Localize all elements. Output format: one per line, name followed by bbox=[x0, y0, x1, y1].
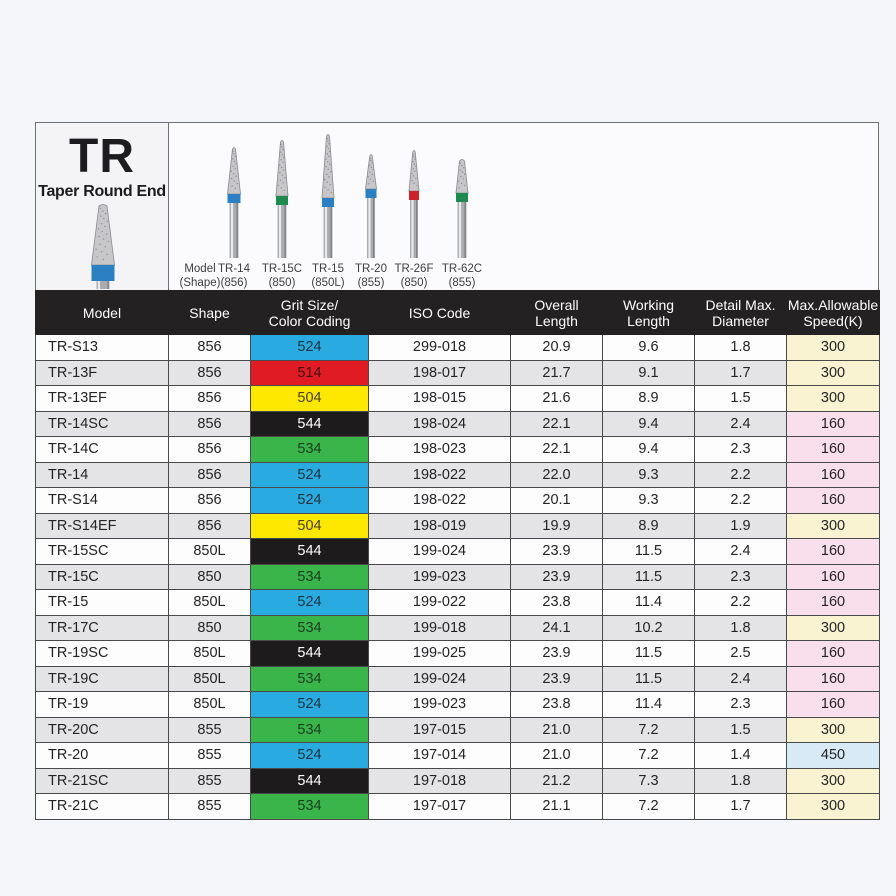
iso-cell: 198-022 bbox=[369, 462, 511, 488]
overall-cell: 21.6 bbox=[511, 386, 603, 412]
overall-cell: 22.0 bbox=[511, 462, 603, 488]
overall-cell: 23.8 bbox=[511, 590, 603, 616]
grit-cell: 514 bbox=[251, 360, 369, 386]
grit-cell: 534 bbox=[251, 666, 369, 692]
speed-cell: 160 bbox=[787, 692, 880, 718]
bur-label-shape: (855) bbox=[448, 276, 476, 289]
speed-cell: 160 bbox=[787, 564, 880, 590]
spec-table bbox=[35, 290, 880, 820]
column-header-working: Working Length bbox=[603, 291, 695, 335]
model-cell: TR-S14 bbox=[36, 488, 169, 514]
grit-cell: 544 bbox=[251, 768, 369, 794]
iso-cell: 198-015 bbox=[369, 386, 511, 412]
model-cell: TR-17C bbox=[36, 615, 169, 641]
bur-label-shape: (850) bbox=[268, 276, 296, 289]
working-cell: 9.6 bbox=[603, 335, 695, 361]
table-row bbox=[36, 794, 880, 820]
iso-cell: 199-024 bbox=[369, 539, 511, 565]
working-cell: 11.5 bbox=[603, 564, 695, 590]
shape-cell: 856 bbox=[169, 462, 251, 488]
speed-cell: 160 bbox=[787, 488, 880, 514]
working-cell: 7.2 bbox=[603, 717, 695, 743]
overall-cell: 19.9 bbox=[511, 513, 603, 539]
overall-cell: 21.0 bbox=[511, 743, 603, 769]
diameter-cell: 2.4 bbox=[695, 666, 787, 692]
grit-cell: 534 bbox=[251, 564, 369, 590]
diameter-cell: 2.5 bbox=[695, 641, 787, 667]
grit-cell: 534 bbox=[251, 437, 369, 463]
speed-cell: 300 bbox=[787, 360, 880, 386]
table-row bbox=[36, 641, 880, 667]
speed-cell: 300 bbox=[787, 386, 880, 412]
table-row bbox=[36, 743, 880, 769]
diameter-cell: 1.9 bbox=[695, 513, 787, 539]
shape-cell: 856 bbox=[169, 411, 251, 437]
working-cell: 9.4 bbox=[603, 437, 695, 463]
bur-image bbox=[358, 153, 384, 258]
working-cell: 11.4 bbox=[603, 590, 695, 616]
model-cell: TR-21SC bbox=[36, 768, 169, 794]
column-header-iso: ISO Code bbox=[369, 291, 511, 335]
bur-figure-tr-26f bbox=[401, 149, 427, 263]
model-cell: TR-13F bbox=[36, 360, 169, 386]
column-header-speed: Max.Allowable Speed(K) bbox=[787, 291, 880, 335]
bur-image bbox=[269, 139, 295, 258]
shape-cell: 850 bbox=[169, 564, 251, 590]
iso-cell: 198-022 bbox=[369, 488, 511, 514]
gallery-model-label-line2: (Shape) bbox=[179, 276, 221, 289]
table-row bbox=[36, 513, 880, 539]
grit-cell: 534 bbox=[251, 794, 369, 820]
shape-cell: 850L bbox=[169, 641, 251, 667]
product-info-box bbox=[36, 123, 169, 290]
shape-cell: 855 bbox=[169, 794, 251, 820]
diameter-cell: 1.8 bbox=[695, 768, 787, 794]
table-row bbox=[36, 462, 880, 488]
table-row bbox=[36, 564, 880, 590]
grit-cell: 524 bbox=[251, 462, 369, 488]
column-header-overall: Overall Length bbox=[511, 291, 603, 335]
diameter-cell: 1.4 bbox=[695, 743, 787, 769]
bur-figure-tr-14 bbox=[221, 146, 247, 263]
overall-cell: 23.9 bbox=[511, 666, 603, 692]
model-cell: TR-14 bbox=[36, 462, 169, 488]
diameter-cell: 2.3 bbox=[695, 692, 787, 718]
product-header-section bbox=[35, 122, 879, 290]
model-cell: TR-14SC bbox=[36, 411, 169, 437]
iso-cell: 199-023 bbox=[369, 692, 511, 718]
model-cell: TR-21C bbox=[36, 794, 169, 820]
grit-cell: 524 bbox=[251, 488, 369, 514]
grit-cell: 524 bbox=[251, 335, 369, 361]
model-cell: TR-S13 bbox=[36, 335, 169, 361]
overall-cell: 24.1 bbox=[511, 615, 603, 641]
shape-cell: 856 bbox=[169, 386, 251, 412]
bur-photo-large bbox=[86, 203, 120, 294]
bur-label-model: TR-15C bbox=[261, 263, 303, 275]
shape-cell: 850 bbox=[169, 615, 251, 641]
iso-cell: 199-023 bbox=[369, 564, 511, 590]
diameter-cell: 1.8 bbox=[695, 615, 787, 641]
product-subtitle: Taper Round End bbox=[38, 183, 166, 200]
table-row bbox=[36, 768, 880, 794]
diameter-cell: 2.3 bbox=[695, 437, 787, 463]
iso-cell: 197-015 bbox=[369, 717, 511, 743]
shape-cell: 850L bbox=[169, 590, 251, 616]
column-header-model: Model bbox=[36, 291, 169, 335]
bur-figure-tr-15 bbox=[315, 133, 341, 263]
bur-figure-tr-20 bbox=[358, 153, 384, 263]
table-row bbox=[36, 386, 880, 412]
iso-cell: 197-018 bbox=[369, 768, 511, 794]
column-header-diameter: Detail Max. Diameter bbox=[695, 291, 787, 335]
product-title: TR bbox=[69, 130, 135, 183]
product-panel bbox=[35, 122, 879, 820]
iso-cell: 199-024 bbox=[369, 666, 511, 692]
spec-table-header-row bbox=[36, 291, 880, 335]
shape-cell: 855 bbox=[169, 717, 251, 743]
speed-cell: 160 bbox=[787, 411, 880, 437]
iso-cell: 199-018 bbox=[369, 615, 511, 641]
speed-cell: 300 bbox=[787, 794, 880, 820]
diameter-cell: 2.4 bbox=[695, 539, 787, 565]
speed-cell: 160 bbox=[787, 641, 880, 667]
shape-cell: 850L bbox=[169, 692, 251, 718]
shape-cell: 856 bbox=[169, 335, 251, 361]
overall-cell: 23.9 bbox=[511, 539, 603, 565]
shape-cell: 850L bbox=[169, 666, 251, 692]
overall-cell: 21.7 bbox=[511, 360, 603, 386]
working-cell: 7.2 bbox=[603, 743, 695, 769]
shape-cell: 856 bbox=[169, 513, 251, 539]
working-cell: 7.3 bbox=[603, 768, 695, 794]
speed-cell: 450 bbox=[787, 743, 880, 769]
column-header-grit: Grit Size/ Color Coding bbox=[251, 291, 369, 335]
bur-label-shape: (855) bbox=[357, 276, 385, 289]
overall-cell: 21.1 bbox=[511, 794, 603, 820]
speed-cell: 160 bbox=[787, 539, 880, 565]
column-header-shape: Shape bbox=[169, 291, 251, 335]
model-cell: TR-14C bbox=[36, 437, 169, 463]
table-row bbox=[36, 360, 880, 386]
shape-cell: 856 bbox=[169, 488, 251, 514]
grit-cell: 544 bbox=[251, 539, 369, 565]
speed-cell: 300 bbox=[787, 513, 880, 539]
diameter-cell: 1.8 bbox=[695, 335, 787, 361]
grit-cell: 544 bbox=[251, 411, 369, 437]
working-cell: 8.9 bbox=[603, 513, 695, 539]
model-cell: TR-19 bbox=[36, 692, 169, 718]
iso-cell: 197-017 bbox=[369, 794, 511, 820]
table-row bbox=[36, 615, 880, 641]
working-cell: 9.4 bbox=[603, 411, 695, 437]
model-cell: TR-15 bbox=[36, 590, 169, 616]
speed-cell: 300 bbox=[787, 335, 880, 361]
diameter-cell: 1.5 bbox=[695, 386, 787, 412]
diameter-cell: 1.5 bbox=[695, 717, 787, 743]
shape-cell: 856 bbox=[169, 437, 251, 463]
bur-gallery bbox=[169, 123, 878, 290]
overall-cell: 23.8 bbox=[511, 692, 603, 718]
model-cell: TR-20 bbox=[36, 743, 169, 769]
shape-cell: 856 bbox=[169, 360, 251, 386]
bur-image bbox=[401, 149, 427, 258]
overall-cell: 22.1 bbox=[511, 437, 603, 463]
working-cell: 9.3 bbox=[603, 488, 695, 514]
overall-cell: 21.0 bbox=[511, 717, 603, 743]
model-cell: TR-15C bbox=[36, 564, 169, 590]
table-row bbox=[36, 666, 880, 692]
diameter-cell: 2.2 bbox=[695, 488, 787, 514]
iso-cell: 199-022 bbox=[369, 590, 511, 616]
bur-label-shape: (850L) bbox=[311, 276, 345, 289]
iso-cell: 198-024 bbox=[369, 411, 511, 437]
iso-cell: 198-019 bbox=[369, 513, 511, 539]
diameter-cell: 2.2 bbox=[695, 590, 787, 616]
model-cell: TR-15SC bbox=[36, 539, 169, 565]
speed-cell: 300 bbox=[787, 615, 880, 641]
overall-cell: 23.9 bbox=[511, 641, 603, 667]
working-cell: 11.5 bbox=[603, 539, 695, 565]
grit-cell: 534 bbox=[251, 717, 369, 743]
working-cell: 7.2 bbox=[603, 794, 695, 820]
model-cell: TR-S14EF bbox=[36, 513, 169, 539]
table-row bbox=[36, 590, 880, 616]
working-cell: 9.1 bbox=[603, 360, 695, 386]
speed-cell: 300 bbox=[787, 717, 880, 743]
overall-cell: 23.9 bbox=[511, 564, 603, 590]
diameter-cell: 1.7 bbox=[695, 794, 787, 820]
table-row bbox=[36, 488, 880, 514]
table-row bbox=[36, 539, 880, 565]
bur-label-model: TR-20 bbox=[355, 263, 387, 275]
working-cell: 11.4 bbox=[603, 692, 695, 718]
speed-cell: 300 bbox=[787, 768, 880, 794]
grit-cell: 544 bbox=[251, 641, 369, 667]
table-row bbox=[36, 692, 880, 718]
grit-cell: 504 bbox=[251, 513, 369, 539]
grit-cell: 534 bbox=[251, 615, 369, 641]
table-row bbox=[36, 411, 880, 437]
bur-image bbox=[449, 158, 475, 258]
speed-cell: 160 bbox=[787, 437, 880, 463]
iso-cell: 199-025 bbox=[369, 641, 511, 667]
shape-cell: 855 bbox=[169, 743, 251, 769]
model-cell: TR-13EF bbox=[36, 386, 169, 412]
grit-cell: 504 bbox=[251, 386, 369, 412]
gallery-model-label-line1: Model bbox=[184, 263, 216, 275]
bur-label-model: TR-15 bbox=[312, 263, 344, 275]
grit-cell: 524 bbox=[251, 590, 369, 616]
working-cell: 10.2 bbox=[603, 615, 695, 641]
bur-image bbox=[315, 133, 341, 258]
iso-cell: 299-018 bbox=[369, 335, 511, 361]
working-cell: 11.5 bbox=[603, 641, 695, 667]
table-row bbox=[36, 437, 880, 463]
bur-label-model: TR-14 bbox=[218, 263, 250, 275]
model-cell: TR-19C bbox=[36, 666, 169, 692]
diameter-cell: 2.3 bbox=[695, 564, 787, 590]
bur-label-model: TR-26F bbox=[394, 263, 434, 275]
shape-cell: 850L bbox=[169, 539, 251, 565]
bur-label-shape: (856) bbox=[220, 276, 248, 289]
overall-cell: 20.1 bbox=[511, 488, 603, 514]
table-row bbox=[36, 717, 880, 743]
table-row bbox=[36, 335, 880, 361]
bur-label-shape: (850) bbox=[400, 276, 428, 289]
bur-label-model: TR-62C bbox=[441, 263, 483, 275]
overall-cell: 21.2 bbox=[511, 768, 603, 794]
bur-image bbox=[221, 146, 247, 258]
diameter-cell: 2.4 bbox=[695, 411, 787, 437]
speed-cell: 160 bbox=[787, 590, 880, 616]
diameter-cell: 2.2 bbox=[695, 462, 787, 488]
bur-figure-tr-15c bbox=[269, 139, 295, 263]
diameter-cell: 1.7 bbox=[695, 360, 787, 386]
working-cell: 9.3 bbox=[603, 462, 695, 488]
iso-cell: 197-014 bbox=[369, 743, 511, 769]
grit-cell: 524 bbox=[251, 692, 369, 718]
overall-cell: 20.9 bbox=[511, 335, 603, 361]
bur-figure-tr-62c bbox=[449, 158, 475, 263]
model-cell: TR-19SC bbox=[36, 641, 169, 667]
iso-cell: 198-023 bbox=[369, 437, 511, 463]
grit-cell: 524 bbox=[251, 743, 369, 769]
speed-cell: 160 bbox=[787, 666, 880, 692]
speed-cell: 160 bbox=[787, 462, 880, 488]
overall-cell: 22.1 bbox=[511, 411, 603, 437]
shape-cell: 855 bbox=[169, 768, 251, 794]
model-cell: TR-20C bbox=[36, 717, 169, 743]
working-cell: 11.5 bbox=[603, 666, 695, 692]
working-cell: 8.9 bbox=[603, 386, 695, 412]
bur-label bbox=[432, 263, 492, 290]
iso-cell: 198-017 bbox=[369, 360, 511, 386]
